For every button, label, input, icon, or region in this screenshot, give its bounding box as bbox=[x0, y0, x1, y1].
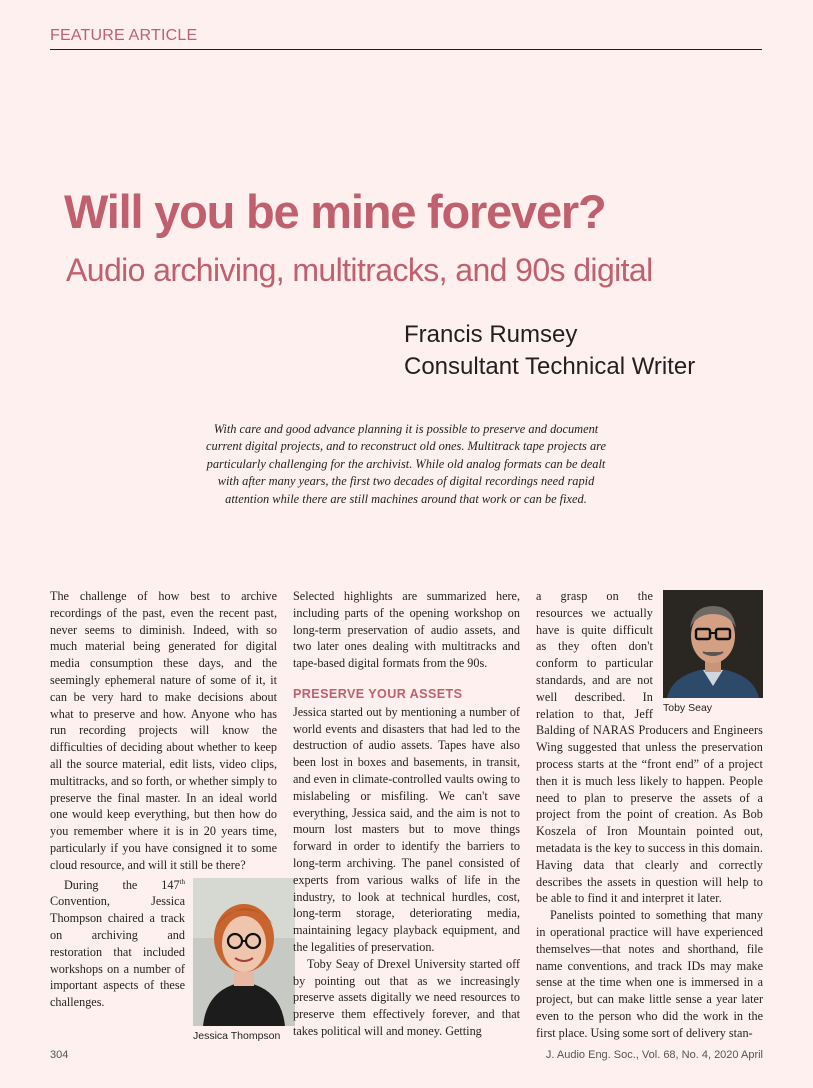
figure-toby-seay bbox=[663, 590, 763, 715]
figure-caption-jessica: Jessica Thompson bbox=[193, 1029, 281, 1042]
figure-jessica-thompson bbox=[193, 878, 295, 1043]
article-subtitle: Audio archiving, multitracks, and 90s digital bbox=[66, 252, 653, 288]
author-block bbox=[404, 319, 695, 383]
article-title: Will you be mine forever? bbox=[64, 185, 606, 238]
section-heading: PRESERVE YOUR ASSETS bbox=[293, 686, 463, 701]
body-column-1 bbox=[50, 588, 281, 1043]
body-column-2 bbox=[293, 588, 520, 1040]
col1-p2-text-a: During the 147 bbox=[64, 877, 180, 892]
col3-paragraph-1: a grasp on the resources we actually have is quite difficult as they often don't conform to particular standards, and are not well described. In relation to that, Jeff Balding of NARAS Producers and Engineers Wing suggested that unless the preservation process starts at the “front end” of a project then it is much less likely to happen. People need to plan to preserve the assets of a project from the point of creation. As Bob Koszela of Iron Mountain pointed out, metadata is the key to success in this domain. Having data that clearly and correctly describes the assets in question will help to be able to find it and interpret it later. bbox=[536, 589, 763, 906]
header-rule bbox=[50, 49, 762, 50]
body-column-3 bbox=[536, 588, 763, 1042]
abstract: With care and good advance planning it is possible to preserve and document current digital projects, and to reconstruct old ones. Multitrack tape projects are particularly challenging for the archivist. While old analog formats can be dealt with after many years, the first two decades of digital recordings need rapid attention while there are still machines around that work or can be fixed. bbox=[206, 422, 606, 506]
author-role: Consultant Technical Writer bbox=[404, 353, 696, 380]
col2-paragraph-2: Jessica started out by mentioning a number of world events and disasters that had led to the destruction of audio assets. Tapes have also been lost in boxes and basements, in transit, and even in climate-controlled vaults owing to mislabeling or misfiling. We can't save everything, Jessica said, and the aim is not to mourn lost masters but to move things forward in order to identify the barriers to long-term archiving. The panel consisted of experts from various walks of life in the industry, to look at technical hurdles, cost, long-term storage, deteriorating media, maintaining legacy playback equipment, and the legalities of preservation. bbox=[293, 704, 520, 954]
jessica-thompson-photo bbox=[193, 878, 295, 1026]
col1-paragraph-1: The challenge of how best to archive recordings of the past, even the recent past, never seems to diminish. Indeed, with so much material being generated for digital media consumption these days, and the seemingly ephemeral nature of some of it, it can be very hard to make decisions about what to preserve and how. Anyone who has run recording projects will know the difficulties of deciding about whether to keep all the source material, edit lists, video clips, multitracks, and so forth, or whether simply to preserve the final master. In an ideal world one would keep everything, but then how do you remember where it is in 20 years time, particularly if you have consigned it to some cloud resource, and will it still be there? bbox=[50, 589, 277, 872]
col2-paragraph-1: Selected highlights are summarized here, including parts of the opening workshop on long-term preservation of audio assets, and two later ones dealing with multitracks and tape-based digital formats from the 90s. bbox=[293, 589, 520, 671]
journal-citation: J. Audio Eng. Soc., Vol. 68, No. 4, 2020 April bbox=[545, 1049, 763, 1061]
col3-paragraph-2: Panelists pointed to something that many in operational practice will have experienced themselves—that notes and shorthand, file name conventions, and track IDs may make sense at the time when one is immersed in a project, but can make little sense a year later even to the person who did the work in the first place. Using some sort of delivery stan- bbox=[536, 908, 763, 1040]
page-number: 304 bbox=[50, 1049, 69, 1061]
col1-p2-text-b: Convention, Jessica Thompson chaired a track on archiving and restoration that included workshops on a number of important aspects of these challenges. bbox=[50, 894, 185, 1010]
author-name: Francis Rumsey bbox=[404, 321, 578, 348]
section-label: FEATURE ARTICLE bbox=[50, 27, 198, 44]
figure-caption-toby: Toby Seay bbox=[663, 702, 713, 714]
toby-seay-photo bbox=[663, 590, 763, 698]
col2-paragraph-3: Toby Seay of Drexel University started off by pointing out that as we increasingly preserve assets digitally we need resources to preserve them effectively forever, and that takes political will and money. Getting bbox=[293, 956, 520, 1038]
ordinal-suffix: th bbox=[179, 877, 185, 886]
